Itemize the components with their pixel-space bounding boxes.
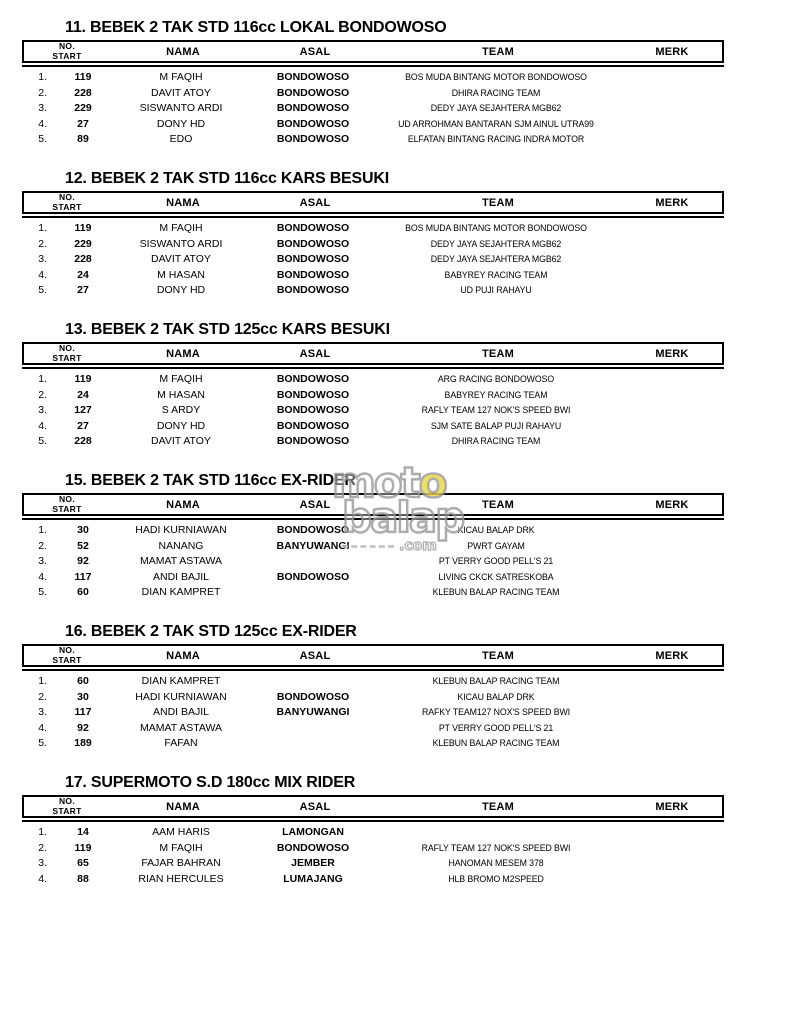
cell-row-number: 1. bbox=[38, 524, 47, 536]
cell-team: PT VERRY GOOD PELL'S 21 bbox=[438, 556, 554, 566]
table-row bbox=[22, 419, 724, 435]
cell-origin: BONDOWOSO bbox=[276, 435, 350, 447]
cell-row-number: 1. bbox=[38, 373, 47, 385]
col-header-merk: MERK bbox=[655, 800, 689, 813]
cell-row-number: 4. bbox=[38, 268, 47, 281]
cell-start-number: 52 bbox=[77, 539, 89, 552]
table-row bbox=[22, 221, 724, 237]
cell-merk bbox=[620, 268, 724, 284]
col-header-no-start bbox=[24, 797, 110, 817]
table-row bbox=[22, 523, 724, 539]
cell-rider-name: NANANG bbox=[158, 539, 204, 552]
table-row bbox=[22, 86, 724, 102]
cell-merk bbox=[620, 841, 724, 857]
cell-merk bbox=[620, 372, 724, 388]
cell-merk bbox=[620, 570, 724, 586]
cell-start-number: 30 bbox=[77, 524, 89, 536]
cell-merk bbox=[620, 283, 724, 299]
cell-team bbox=[372, 825, 620, 841]
table-row bbox=[22, 736, 724, 752]
cell-team: DHIRA RACING TEAM bbox=[451, 436, 541, 446]
cell-merk bbox=[620, 132, 724, 148]
cell-rider-name: M FAQIH bbox=[159, 841, 203, 854]
cell-team: DEDY JAYA SEJAHTERA MGB62 bbox=[430, 103, 562, 113]
col-header-no-line2: START bbox=[52, 352, 82, 363]
race-class-section bbox=[0, 18, 791, 169]
cell-rider-name: DAVIT ATOY bbox=[151, 435, 211, 447]
cell-start-number: 65 bbox=[77, 857, 89, 869]
table-row bbox=[22, 674, 724, 690]
cell-origin: BONDOWOSO bbox=[276, 102, 350, 114]
riders-table bbox=[22, 493, 724, 601]
col-header-no-line2: START bbox=[52, 805, 82, 816]
col-header-team: TEAM bbox=[482, 45, 514, 58]
cell-start-number: 117 bbox=[74, 706, 92, 718]
cell-rider-name: DAVIT ATOY bbox=[151, 253, 211, 265]
cell-start-number: 228 bbox=[74, 253, 92, 265]
cell-rider-name: DIAN KAMPRET bbox=[141, 675, 221, 687]
table-header bbox=[22, 191, 724, 214]
cell-row-number: 5. bbox=[38, 435, 47, 447]
cell-team: KLEBUN BALAP RACING TEAM bbox=[432, 738, 560, 748]
cell-origin: LAMONGAN bbox=[282, 826, 344, 838]
table-row bbox=[22, 570, 724, 586]
cell-row-number: 1. bbox=[38, 71, 47, 83]
cell-team: KICAU BALAP DRK bbox=[457, 691, 535, 702]
col-header-merk: MERK bbox=[655, 347, 689, 360]
cell-team: DEDY JAYA SEJAHTERA MGB62 bbox=[430, 238, 562, 249]
cell-start-number: 117 bbox=[74, 570, 92, 583]
cell-start-number: 92 bbox=[77, 555, 89, 567]
watermark-o-accent: o bbox=[418, 458, 446, 507]
watermark-moto-text: mot bbox=[332, 458, 419, 507]
header-divider bbox=[22, 820, 724, 823]
cell-merk bbox=[620, 70, 724, 86]
cell-rider-name: M HASAN bbox=[157, 268, 205, 281]
col-header-no-start bbox=[24, 344, 110, 364]
cell-start-number: 228 bbox=[74, 86, 92, 99]
cell-merk bbox=[620, 721, 724, 737]
col-header-no-line1: NO. bbox=[58, 494, 75, 504]
cell-team: DHIRA RACING TEAM bbox=[451, 87, 541, 98]
cell-team: RAFLY TEAM 127 NOK'S SPEED BWI bbox=[421, 842, 571, 853]
cell-start-number: 92 bbox=[77, 721, 89, 734]
cell-team: PWRT GAYAM bbox=[467, 540, 525, 551]
col-header-no-start bbox=[24, 646, 110, 666]
cell-start-number: 119 bbox=[74, 222, 92, 234]
table-row bbox=[22, 132, 724, 148]
table-row bbox=[22, 690, 724, 706]
header-divider bbox=[22, 216, 724, 219]
cell-row-number: 2. bbox=[38, 841, 47, 854]
cell-start-number: 127 bbox=[74, 404, 92, 416]
col-header-asal: ASAL bbox=[299, 649, 331, 662]
riders-table bbox=[22, 644, 724, 752]
cell-team: HLB BROMO M2SPEED bbox=[448, 873, 544, 884]
cell-merk bbox=[620, 434, 724, 450]
cell-origin bbox=[254, 554, 372, 570]
col-header-team: TEAM bbox=[482, 498, 514, 511]
col-header-asal: ASAL bbox=[299, 45, 331, 58]
cell-row-number: 3. bbox=[38, 555, 47, 567]
table-header bbox=[22, 40, 724, 63]
col-header-asal: ASAL bbox=[299, 196, 331, 209]
col-header-team: TEAM bbox=[482, 649, 514, 662]
col-header-no-line1: NO. bbox=[58, 343, 75, 353]
cell-origin bbox=[254, 736, 372, 752]
cell-start-number: 88 bbox=[77, 872, 89, 885]
col-header-asal: ASAL bbox=[299, 498, 331, 511]
section-title: 16. BEBEK 2 TAK STD 125cc EX-RIDER bbox=[65, 623, 357, 640]
col-header-nama: NAMA bbox=[166, 498, 200, 511]
cell-team: UD ARROHMAN BANTARAN SJM AINUL UTRA99 bbox=[398, 118, 594, 129]
table-row bbox=[22, 872, 724, 888]
header-divider bbox=[22, 367, 724, 370]
cell-origin: BONDOWOSO bbox=[276, 133, 350, 145]
col-header-merk: MERK bbox=[655, 649, 689, 662]
cell-merk bbox=[620, 523, 724, 539]
cell-rider-name: ANDI BAJIL bbox=[152, 706, 210, 718]
cell-merk bbox=[620, 856, 724, 872]
col-header-no-start bbox=[24, 495, 110, 515]
table-row bbox=[22, 539, 724, 555]
cell-row-number: 3. bbox=[38, 253, 47, 265]
cell-rider-name: SISWANTO ARDI bbox=[139, 237, 223, 250]
table-row bbox=[22, 856, 724, 872]
table-body bbox=[22, 70, 724, 148]
cell-start-number: 60 bbox=[77, 586, 89, 598]
cell-team: RAFLY TEAM 127 NOK'S SPEED BWI bbox=[421, 405, 571, 415]
cell-row-number: 5. bbox=[38, 737, 47, 749]
cell-origin: BONDOWOSO bbox=[276, 570, 350, 583]
cell-origin: BONDOWOSO bbox=[276, 71, 350, 83]
cell-row-number: 5. bbox=[38, 586, 47, 598]
cell-rider-name: DONY HD bbox=[156, 419, 206, 432]
riders-table bbox=[22, 342, 724, 450]
cell-merk bbox=[620, 252, 724, 268]
cell-origin: BONDOWOSO bbox=[276, 237, 350, 250]
cell-row-number: 1. bbox=[38, 222, 47, 234]
cell-origin: BONDOWOSO bbox=[276, 284, 350, 296]
col-header-merk: MERK bbox=[655, 45, 689, 58]
cell-merk bbox=[620, 736, 724, 752]
cell-rider-name: EDO bbox=[169, 133, 193, 145]
cell-rider-name: ANDI BAJIL bbox=[152, 570, 210, 583]
col-header-merk: MERK bbox=[655, 498, 689, 511]
cell-team: KLEBUN BALAP RACING TEAM bbox=[432, 676, 560, 686]
cell-merk bbox=[620, 388, 724, 404]
table-row bbox=[22, 117, 724, 133]
watermark-com: .com bbox=[399, 538, 437, 554]
race-class-section bbox=[0, 773, 791, 924]
header-divider bbox=[22, 518, 724, 521]
riders-table bbox=[22, 40, 724, 148]
race-class-section bbox=[0, 169, 791, 320]
cell-origin: BANYUWANGI bbox=[276, 706, 350, 718]
cell-merk bbox=[620, 101, 724, 117]
cell-row-number: 3. bbox=[38, 857, 47, 869]
race-class-section bbox=[0, 320, 791, 471]
cell-row-number: 5. bbox=[38, 284, 47, 296]
cell-rider-name: DONY HD bbox=[156, 284, 206, 296]
cell-team: DEDY JAYA SEJAHTERA MGB62 bbox=[430, 254, 562, 264]
cell-merk bbox=[620, 539, 724, 555]
cell-merk bbox=[620, 221, 724, 237]
cell-origin bbox=[254, 585, 372, 601]
cell-origin: BONDOWOSO bbox=[276, 524, 350, 536]
cell-rider-name: M HASAN bbox=[157, 388, 205, 401]
cell-row-number: 2. bbox=[38, 539, 47, 552]
race-class-section bbox=[0, 622, 791, 773]
cell-rider-name: M FAQIH bbox=[159, 71, 203, 83]
cell-merk bbox=[620, 237, 724, 253]
cell-origin: BONDOWOSO bbox=[276, 86, 350, 99]
cell-origin: BONDOWOSO bbox=[276, 253, 350, 265]
cell-rider-name: MAMAT ASTAWA bbox=[139, 721, 223, 734]
cell-origin: BONDOWOSO bbox=[276, 690, 350, 703]
cell-team: PT VERRY GOOD PELL'S 21 bbox=[438, 722, 554, 733]
cell-merk bbox=[620, 825, 724, 841]
cell-origin: BONDOWOSO bbox=[276, 373, 350, 385]
cell-rider-name: HADI KURNIAWAN bbox=[135, 690, 227, 703]
cell-team: BOS MUDA BINTANG MOTOR BONDOWOSO bbox=[405, 223, 587, 233]
cell-start-number: 89 bbox=[77, 133, 89, 145]
watermark-balap: balap bbox=[342, 493, 464, 542]
col-header-nama: NAMA bbox=[166, 800, 200, 813]
section-title: 11. BEBEK 2 TAK STD 116cc LOKAL BONDOWOSO bbox=[65, 19, 447, 36]
cell-start-number: 228 bbox=[74, 435, 92, 447]
col-header-no-line1: NO. bbox=[58, 645, 75, 655]
col-header-team: TEAM bbox=[482, 196, 514, 209]
table-row bbox=[22, 252, 724, 268]
cell-start-number: 27 bbox=[77, 117, 89, 130]
cell-team: BABYREY RACING TEAM bbox=[444, 269, 548, 280]
table-row bbox=[22, 554, 724, 570]
cell-origin: BONDOWOSO bbox=[276, 419, 350, 432]
section-title: 13. BEBEK 2 TAK STD 125cc KARS BESUKI bbox=[65, 321, 390, 338]
cell-start-number: 14 bbox=[77, 826, 89, 838]
cell-origin bbox=[254, 721, 372, 737]
cell-rider-name: FAFAN bbox=[164, 737, 198, 749]
riders-table bbox=[22, 191, 724, 299]
table-row bbox=[22, 825, 724, 841]
col-header-team: TEAM bbox=[482, 347, 514, 360]
col-header-merk: MERK bbox=[655, 196, 689, 209]
cell-rider-name: MAMAT ASTAWA bbox=[139, 555, 223, 567]
cell-start-number: 24 bbox=[77, 388, 89, 401]
table-body bbox=[22, 674, 724, 752]
table-row bbox=[22, 101, 724, 117]
cell-row-number: 3. bbox=[38, 404, 47, 416]
cell-origin: LUMAJANG bbox=[283, 872, 343, 885]
cell-team: BOS MUDA BINTANG MOTOR BONDOWOSO bbox=[405, 72, 587, 82]
cell-rider-name: RIAN HERCULES bbox=[138, 872, 224, 885]
table-body bbox=[22, 221, 724, 299]
cell-team: KICAU BALAP DRK bbox=[457, 525, 535, 535]
cell-merk bbox=[620, 419, 724, 435]
col-header-no-line2: START bbox=[52, 654, 82, 665]
cell-start-number: 189 bbox=[74, 737, 92, 749]
table-body bbox=[22, 825, 724, 887]
col-header-no-line2: START bbox=[52, 201, 82, 212]
col-header-nama: NAMA bbox=[166, 45, 200, 58]
cell-team: RAFKY TEAM127 NOX'S SPEED BWI bbox=[421, 707, 571, 717]
riders-table bbox=[22, 795, 724, 887]
cell-origin: BONDOWOSO bbox=[276, 268, 350, 281]
header-divider bbox=[22, 669, 724, 672]
cell-merk bbox=[620, 585, 724, 601]
cell-row-number: 4. bbox=[38, 570, 47, 583]
table-header bbox=[22, 493, 724, 516]
cell-start-number: 30 bbox=[77, 690, 89, 703]
cell-team: ARG RACING BONDOWOSO bbox=[437, 374, 555, 384]
cell-origin: BONDOWOSO bbox=[276, 388, 350, 401]
col-header-no-start bbox=[24, 193, 110, 213]
table-row bbox=[22, 585, 724, 601]
section-title: 12. BEBEK 2 TAK STD 116cc KARS BESUKI bbox=[65, 170, 389, 187]
cell-team: ELFATAN BINTANG RACING INDRA MOTOR bbox=[407, 134, 585, 144]
cell-rider-name: AAM HARIS bbox=[152, 826, 210, 838]
col-header-no-line1: NO. bbox=[58, 41, 75, 51]
table-header bbox=[22, 795, 724, 818]
cell-start-number: 119 bbox=[74, 841, 92, 854]
cell-origin: BANYUWANGI bbox=[276, 539, 350, 552]
cell-rider-name: DIAN KAMPRET bbox=[141, 586, 221, 598]
cell-row-number: 2. bbox=[38, 690, 47, 703]
table-row bbox=[22, 283, 724, 299]
table-header bbox=[22, 644, 724, 667]
cell-row-number: 3. bbox=[38, 102, 47, 114]
col-header-team: TEAM bbox=[482, 800, 514, 813]
cell-team: HANOMAN MESEM 378 bbox=[448, 858, 544, 868]
table-row bbox=[22, 841, 724, 857]
cell-row-number: 4. bbox=[38, 721, 47, 734]
cell-merk bbox=[620, 872, 724, 888]
col-header-no-line2: START bbox=[52, 50, 82, 61]
race-class-section bbox=[0, 471, 791, 622]
table-header bbox=[22, 342, 724, 365]
cell-rider-name: M FAQIH bbox=[159, 222, 203, 234]
cell-origin bbox=[254, 674, 372, 690]
cell-origin: BONDOWOSO bbox=[276, 222, 350, 234]
col-header-nama: NAMA bbox=[166, 347, 200, 360]
col-header-no-line1: NO. bbox=[58, 796, 75, 806]
cell-row-number: 2. bbox=[38, 86, 47, 99]
cell-row-number: 2. bbox=[38, 388, 47, 401]
col-header-asal: ASAL bbox=[299, 347, 331, 360]
cell-merk bbox=[620, 86, 724, 102]
col-header-asal: ASAL bbox=[299, 800, 331, 813]
cell-team: BABYREY RACING TEAM bbox=[444, 389, 548, 400]
table-row bbox=[22, 372, 724, 388]
cell-origin: JEMBER bbox=[291, 857, 335, 869]
cell-merk bbox=[620, 674, 724, 690]
cell-rider-name: FAJAR BAHRAN bbox=[141, 857, 221, 869]
cell-start-number: 229 bbox=[74, 102, 92, 114]
cell-row-number: 4. bbox=[38, 872, 47, 885]
cell-start-number: 119 bbox=[74, 71, 92, 83]
cell-row-number: 5. bbox=[38, 133, 47, 145]
cell-merk bbox=[620, 403, 724, 419]
cell-rider-name: S ARDY bbox=[161, 404, 201, 416]
cell-origin: BONDOWOSO bbox=[276, 841, 350, 854]
table-row bbox=[22, 237, 724, 253]
cell-start-number: 229 bbox=[74, 237, 92, 250]
cell-start-number: 27 bbox=[77, 419, 89, 432]
cell-start-number: 24 bbox=[77, 268, 89, 281]
section-title: 17. SUPERMOTO S.D 180cc MIX RIDER bbox=[65, 774, 356, 791]
cell-rider-name: M FAQIH bbox=[159, 373, 203, 385]
cell-team: LIVING CKCK SATRESKOBA bbox=[438, 571, 554, 582]
col-header-no-start bbox=[24, 42, 110, 62]
cell-team: UD PUJI RAHAYU bbox=[460, 285, 532, 295]
table-body bbox=[22, 372, 724, 450]
table-row bbox=[22, 434, 724, 450]
cell-rider-name: DONY HD bbox=[156, 117, 206, 130]
cell-origin: BONDOWOSO bbox=[276, 404, 350, 416]
cell-start-number: 27 bbox=[77, 284, 89, 296]
cell-row-number: 1. bbox=[38, 826, 47, 838]
cell-merk bbox=[620, 117, 724, 133]
cell-row-number: 4. bbox=[38, 419, 47, 432]
cell-rider-name: DAVIT ATOY bbox=[151, 86, 211, 99]
table-row bbox=[22, 403, 724, 419]
table-row bbox=[22, 70, 724, 86]
col-header-no-line2: START bbox=[52, 503, 82, 514]
col-header-nama: NAMA bbox=[166, 649, 200, 662]
col-header-nama: NAMA bbox=[166, 196, 200, 209]
cell-team: SJM SATE BALAP PUJI RAHAYU bbox=[430, 420, 562, 431]
cell-rider-name: SISWANTO ARDI bbox=[139, 102, 223, 114]
table-row bbox=[22, 705, 724, 721]
cell-team: KLEBUN BALAP RACING TEAM bbox=[432, 587, 560, 597]
table-row bbox=[22, 388, 724, 404]
header-divider bbox=[22, 65, 724, 68]
col-header-no-line1: NO. bbox=[58, 192, 75, 202]
cell-start-number: 60 bbox=[77, 675, 89, 687]
cell-row-number: 3. bbox=[38, 706, 47, 718]
cell-row-number: 4. bbox=[38, 117, 47, 130]
cell-start-number: 119 bbox=[74, 373, 92, 385]
section-title: 15. BEBEK 2 TAK STD 116cc EX-RIDER bbox=[65, 472, 356, 489]
table-row bbox=[22, 721, 724, 737]
cell-origin: BONDOWOSO bbox=[276, 117, 350, 130]
table-row bbox=[22, 268, 724, 284]
cell-row-number: 2. bbox=[38, 237, 47, 250]
cell-merk bbox=[620, 705, 724, 721]
table-body bbox=[22, 523, 724, 601]
cell-row-number: 1. bbox=[38, 675, 47, 687]
cell-merk bbox=[620, 690, 724, 706]
cell-rider-name: HADI KURNIAWAN bbox=[135, 524, 227, 536]
cell-merk bbox=[620, 554, 724, 570]
